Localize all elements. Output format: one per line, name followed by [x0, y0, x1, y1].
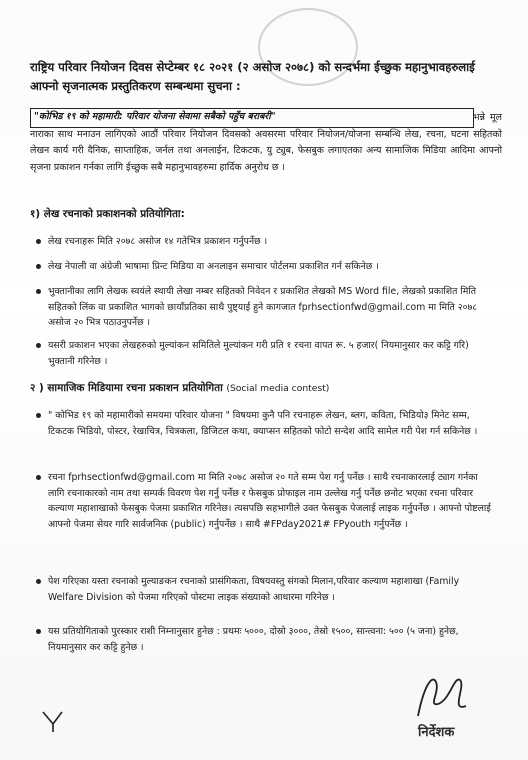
- bullet-icon: [36, 239, 41, 244]
- signatory-role: निर्देशक: [418, 725, 455, 740]
- section1-item: लेख नेपाली वा अंग्रेजी भाषामा प्रिन्ट मिडिया वा अनलाइन समाचार पोर्टलमा प्रकाशित गर्न सकिनेछ ।: [48, 259, 496, 275]
- bullet-icon: [36, 413, 41, 418]
- bullet-icon: [36, 629, 41, 634]
- notice-title: राष्ट्रिय परिवार नियोजन दिवस सेप्टेम्बर १८ २०२१ (२ असोज २०७८) को सन्दर्भमा ईच्छुक महानुभावहरुलाई आफ्नो सृजनात्मक प्रस्तुतिकरण सम्बन्धमा सुचना :: [30, 60, 475, 93]
- section2-heading-english: (Social media contest): [226, 383, 330, 394]
- intro-text: भन्ने मूल नाराका साथ मनाउन लागिएको आठौं परिवार नियोजन दिवसको अवसरमा परिवार नियोजन/योजना सम्बन्धि लेख, रचना, घटना सहितको लेखन कार्य गरी दैनिक, साप्ताहिक, जर्नल तथा अनलाईन, टिकटक, यु ट्युब, फेसबुक लगाएतका अन्य सामाजिक मिडिया आदिमा आफ्नो सृजना प्रकाशन गर्नका लागि ईच्छुक सबै महानुभावहरुमा हार्दिक अनुरोध छ ।: [30, 112, 502, 173]
- section2-item: पेश गरिएका यस्ता रचनाको मुल्याङकन रचनाको प्रासंगिकता, विषयवस्तु संगको मिलान,परिवार कल्याण महाशाखा (Family Welfare Division को पेजमा गरिएको पोस्टमा लाइक संख्याको आधारमा गरिनेछ ।: [48, 574, 496, 605]
- intro-paragraph: [30, 110, 502, 176]
- section2-item: " कोभिड १९ को महामारीको समयमा परिवार योजना " विषयमा कुनै पनि रचनाहरू लेखन, ब्लग, कविता, भिडियो३ मिनेट सम्म, टिकटक भिडियो, पोस्टर, रेखाचित्र, चित्रकला, डिजिटल कथा, क्याप्सन सहितको फोटो सन्देश आदि सामेल गरी पेश गर्न सकिनेछ ।: [48, 408, 496, 439]
- section1-item: लेख रचनाहरू मिति २०७८ असोज १४ गतेभित्र प्रकाशन गर्नुपर्नेछ ।: [48, 234, 496, 250]
- section1-heading: १) लेख रचनाको प्रकाशनको प्रतियोगिता:: [30, 208, 185, 220]
- director-signature: [410, 666, 476, 726]
- bullet-icon: [36, 475, 41, 480]
- section2-heading: २ ) सामाजिक मिडियामा रचना प्रकाशन प्रतियोगिता (Social media contest): [30, 382, 330, 394]
- section2-item: रचना fprhsectionfwd@gmail.com मा मिति २०७८ असोज २० गते सम्म पेश गर्नु पर्नेछ । साथै रचनाकारलाई ट्याग गर्नका लागि रचनाकारको नाम तथा सम्पर्क विवरण पेश गर्नु पर्नेछ र फेसबुक प्रोफाइल नाम उल्लेख गर्नु पर्नेछ छनोट भएका रचना परिवार कल्याण महाशाखाको फेसबुक पेजमा प्रकाशित गरिनेछ। त्यसपछि सहभागीले उक्त फेसबुक पेजलाई लाइक गर्नुपर्नेछ । आफ्नो पोष्टलाई आफ्नो पेजमा सेयर गारि सार्वजनिक (public) गर्नुपर्नेछ । साथै #FPday2021# FPyouth गर्नुपर्नेछ ।: [48, 470, 496, 532]
- bullet-icon: [36, 579, 41, 584]
- section1-item: भुक्तानीका लागि लेखक स्वयंले स्थायी लेखा नम्बर सहितको निवेदन र प्रकाशित लेखको MS Word file, लेखको प्रकाशित मिति सहितको लिंक वा प्रकाशित भागको छायाँप्रतिका साथै पुष्ट्याई हुने कागजात fprhsectionfwd@gmail.com मा मिति २०७८ असोज २० भित्र पठाउनुपर्नेछ ।: [48, 284, 496, 331]
- left-signature-mark: [40, 706, 66, 734]
- section1-item: यसरी प्रकाशन भएका लेखहरुको मुल्यांकन समितिले मुल्यांकन गरी प्रति १ रचना वापत रू. ५ हजार( नियमानुसार कर कट्टि गरि) भुक्तानी गरिनेछ ।: [48, 338, 496, 369]
- slogan-text: "कोभिड १९ को महामारी: परिवार योजना सेवामा सबैको पहुँच बराबरी": [34, 111, 276, 122]
- bullet-icon: [36, 264, 41, 269]
- bullet-icon: [36, 343, 41, 348]
- bullet-icon: [36, 289, 41, 294]
- section2-item: यस प्रतियोगिताको पुरस्कार राशी निम्नानुसार हुनेछ : प्रथमः ५०००, दोस्रो ३०००, तेस्रो १५००, सान्त्वना: ५०० (५ जना) हुनेछ, नियमानुसार कर कट्टि हुनेछ ।: [48, 624, 496, 655]
